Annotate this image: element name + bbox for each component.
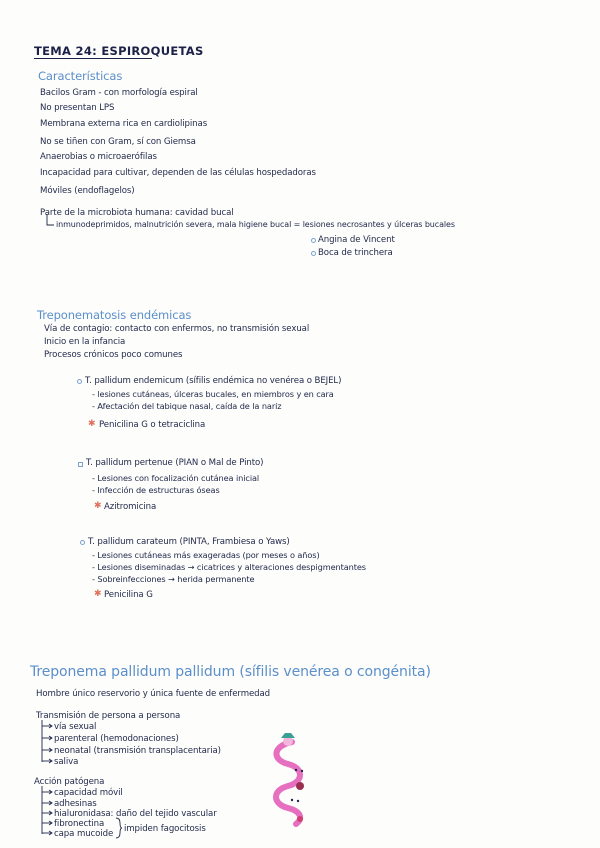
asterisk-icon: ✱	[94, 589, 102, 599]
transmision-item: parenteral (hemodonaciones)	[54, 734, 179, 744]
species-item: - Sobreinfecciones → herida permanente	[92, 574, 255, 584]
transmision-item: vía sexual	[54, 722, 97, 732]
caracteristica-item: Móviles (endoflagelos)	[40, 186, 135, 196]
species-item: - Lesiones cutáneas más exageradas (por meses o años)	[92, 550, 320, 560]
reservorio-text: Hombre único reservorio y única fuente de enfermedad	[36, 689, 271, 699]
species-treatment: Azitromicina	[104, 502, 157, 512]
asterisk-icon: ✱	[94, 501, 102, 511]
caracteristica-item: Membrana externa rica en cardiolipinas	[40, 119, 208, 129]
accion-item: capa mucoide	[54, 829, 114, 839]
caracteristica-item: Bacilos Gram - con morfología espiral	[40, 88, 198, 98]
treponema-doodle-icon	[276, 733, 304, 824]
treponematosis-item: Procesos crónicos poco comunes	[44, 350, 183, 360]
accion-item: hialuronidasa: daño del tejido vascular	[54, 809, 217, 819]
species-item: - lesiones cutáneas, úlceras bucales, en miembros y en cara	[92, 389, 334, 399]
pallidum-heading: Treponema pallidum pallidum (sífilis venérea o congénita)	[30, 664, 431, 680]
inmuno-text: inmunodeprimidos, malnutrición severa, mala higiene bucal = lesiones necrosantes y úlceras bucales	[56, 220, 455, 229]
species-item: - Lesiones diseminadas → cicatrices y alteraciones despigmentantes	[92, 562, 366, 572]
microbiota-text: Parte de la microbiota humana: cavidad bucal	[40, 208, 234, 218]
page-title: TEMA 24: ESPIROQUETAS	[34, 44, 204, 58]
caracteristica-item: Anaerobias o microaerófilas	[40, 152, 157, 162]
transmision-item: neonatal (transmisión transplacentaria)	[54, 746, 221, 756]
caracteristica-item: Incapacidad para cultivar, dependen de las células hospedadoras	[40, 168, 316, 178]
transmision-item: saliva	[54, 757, 79, 767]
lesion-item: Angina de Vincent	[318, 235, 395, 245]
accion-item: capacidad móvil	[54, 788, 123, 798]
brace-note: impiden fagocitosis	[124, 824, 206, 834]
species-name: T. pallidum carateum (PINTA, Frambiesa o Yaws)	[88, 537, 290, 547]
species-treatment: Penicilina G o tetraciclina	[99, 420, 206, 430]
caracteristica-item: No presentan LPS	[40, 103, 115, 113]
species-name: T. pallidum pertenue (PIAN o Mal de Pinto)	[86, 458, 264, 468]
treponematosis-item: Inicio en la infancia	[44, 337, 126, 347]
accion-item: adhesinas	[54, 799, 97, 809]
species-item: - Afectación del tabique nasal, caída de la nariz	[92, 401, 282, 411]
transmision-heading: Transmisión de persona a persona	[36, 711, 181, 721]
lesion-item: Boca de trinchera	[318, 248, 393, 258]
caracteristica-item: No se tiñen con Gram, sí con Giemsa	[40, 137, 196, 147]
species-item: - Lesiones con focalización cutánea inicial	[92, 473, 260, 483]
treponematosis-item: Vía de contagio: contacto con enfermos, no transmisión sexual	[44, 324, 310, 334]
accion-heading: Acción patógena	[34, 777, 105, 787]
species-treatment: Penicilina G	[104, 590, 153, 600]
caracteristicas-heading: Características	[38, 69, 123, 83]
asterisk-icon: ✱	[88, 419, 96, 429]
species-name: T. pallidum endemicum (sífilis endémica no venérea o BEJEL)	[85, 376, 342, 386]
species-item: - Infección de estructuras óseas	[92, 485, 220, 495]
treponematosis-heading: Treponematosis endémicas	[37, 308, 192, 322]
accion-item: fibronectina	[54, 819, 105, 829]
